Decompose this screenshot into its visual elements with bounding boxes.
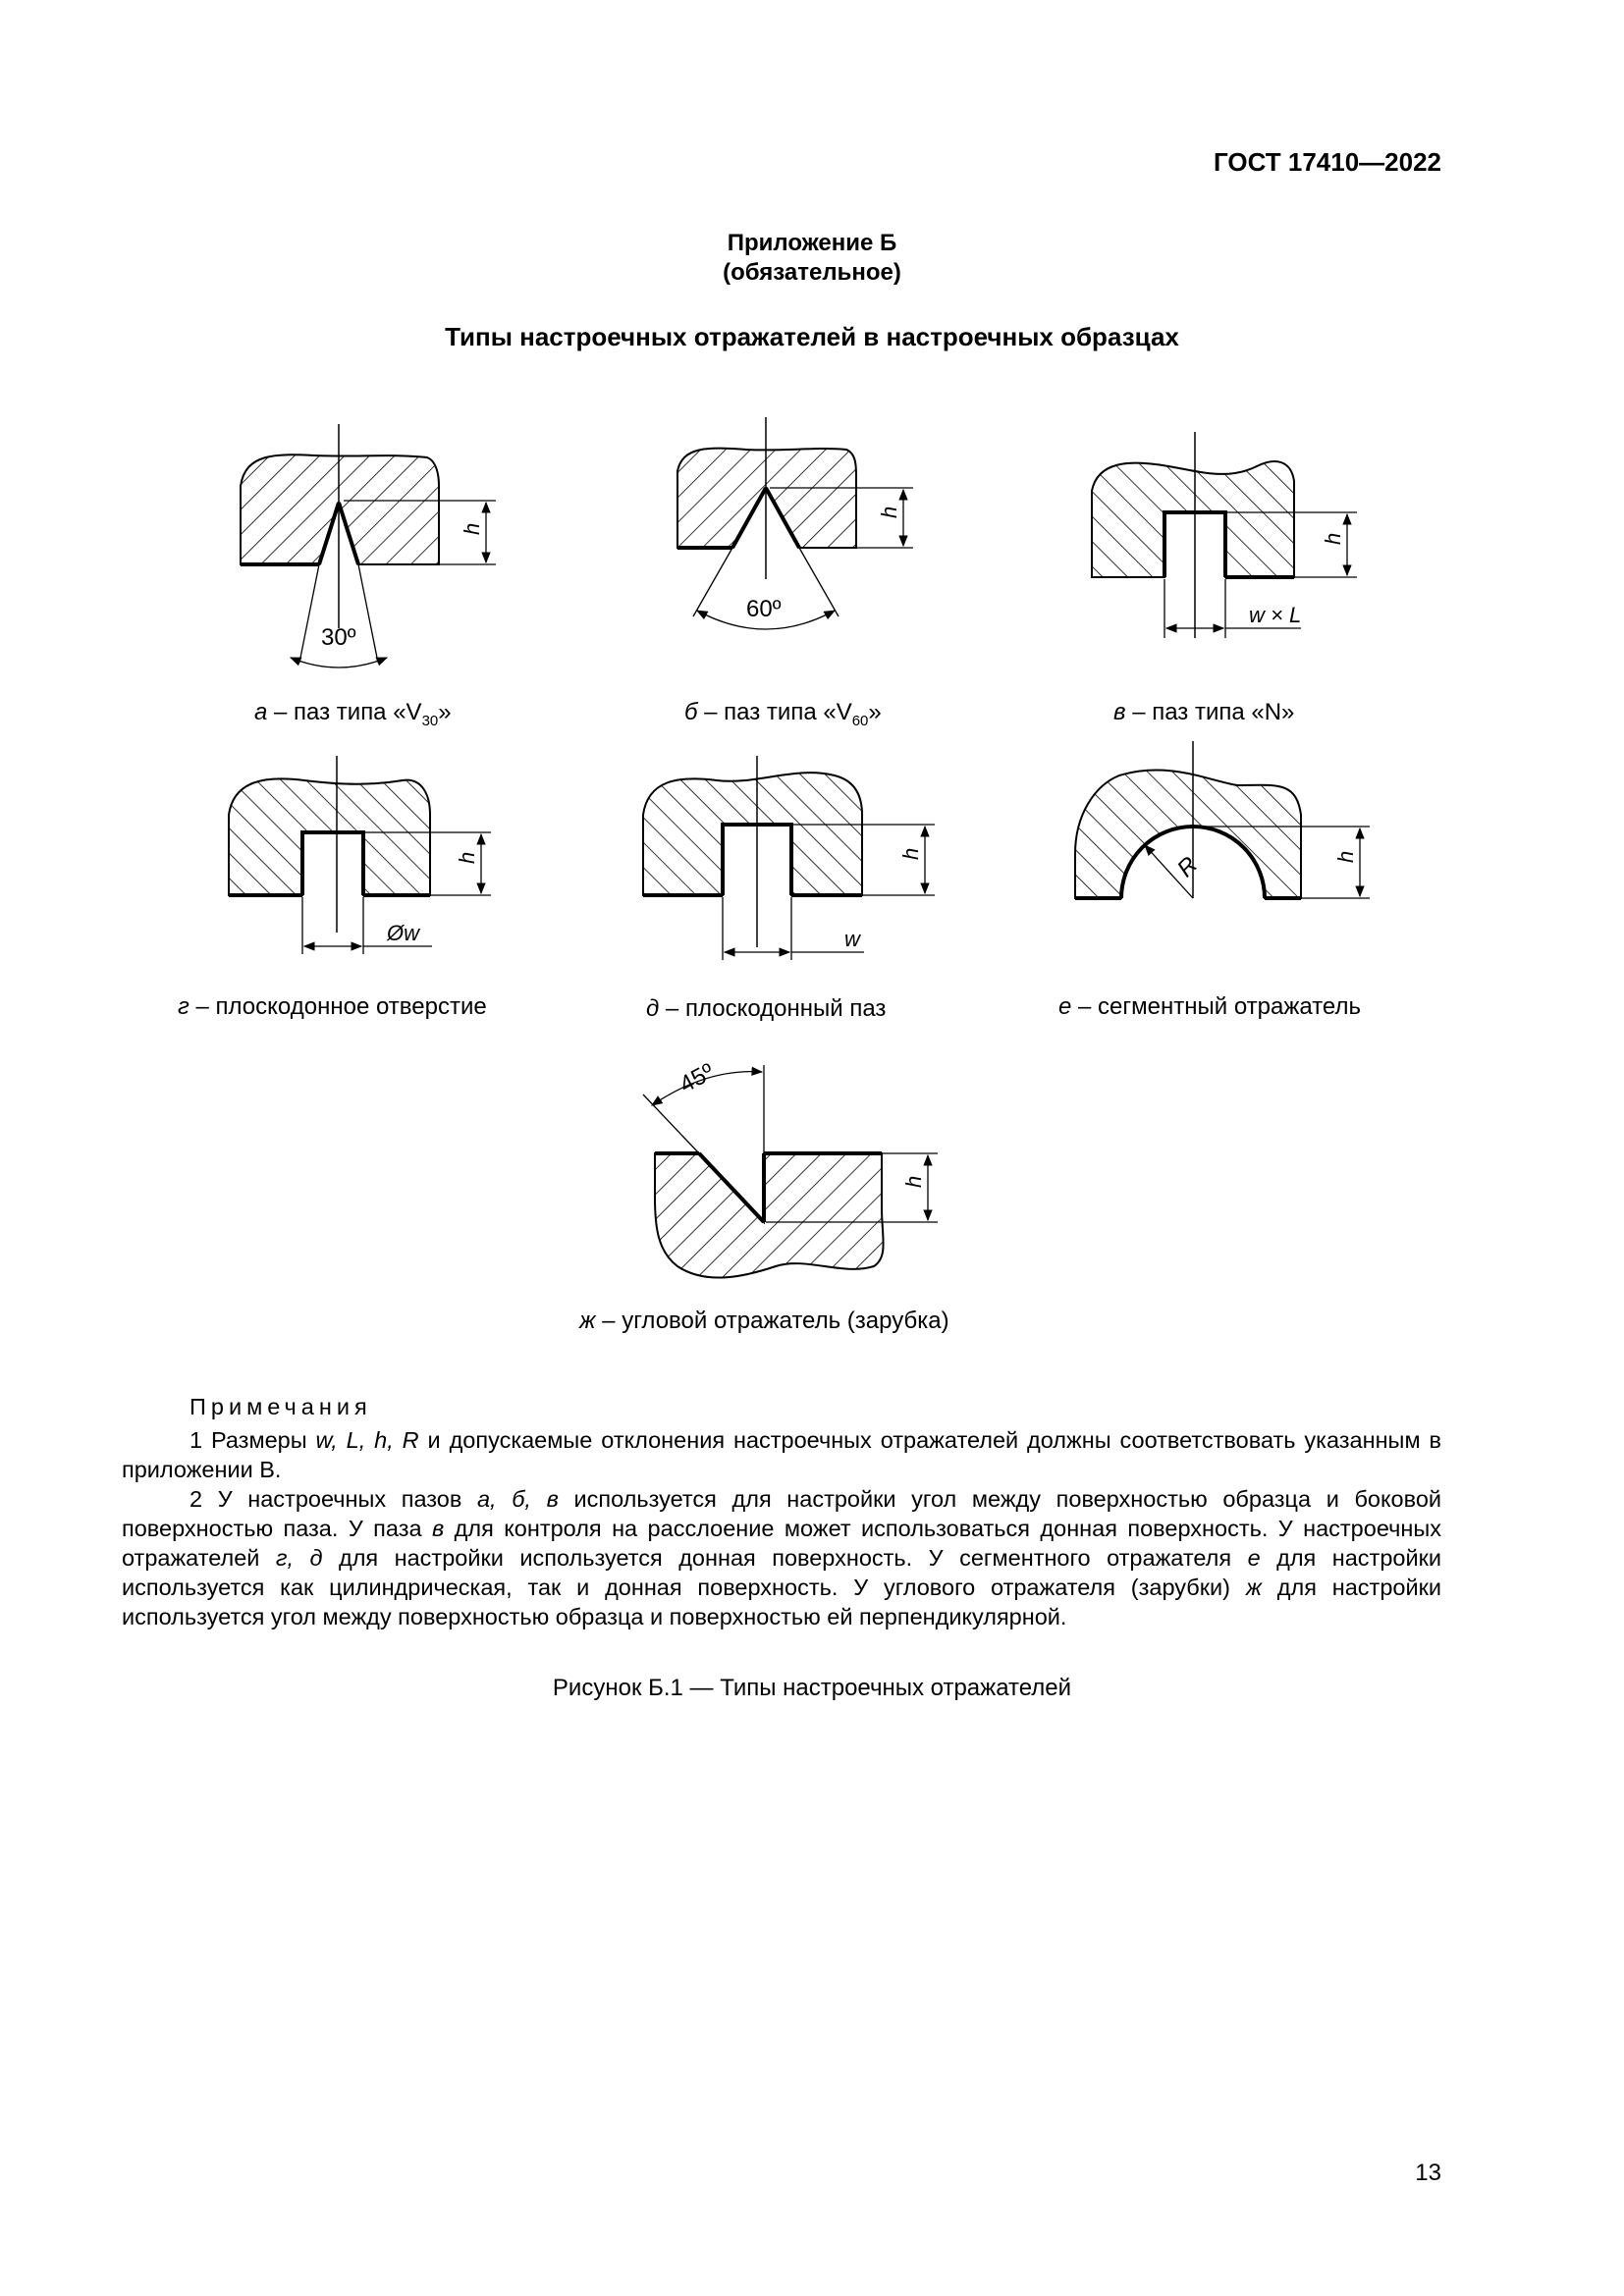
caption-zh: ж – угловой отражатель (зарубка) bbox=[579, 1308, 949, 1334]
caption-g: г – плоскодонное отверстие bbox=[178, 993, 487, 1020]
fig-zh-angle-label: 45º bbox=[675, 1058, 719, 1098]
caption-e: е – сегментный отражатель bbox=[1058, 993, 1361, 1020]
figure-e-segment-reflector bbox=[1075, 741, 1370, 898]
fig-e-radius-label: R bbox=[1171, 851, 1204, 882]
fig-d-width-label: w bbox=[844, 927, 860, 951]
figure-a-v30-groove bbox=[241, 424, 496, 667]
caption-v: в – паз типа «N» bbox=[1113, 699, 1295, 725]
fig-v-width-label: w × L bbox=[1249, 603, 1302, 627]
note-1: 1 Размеры w, L, h, R и допускаемые отклонения настроечных отражателей должны соответствовать указанным в приложении В. bbox=[122, 1427, 1441, 1482]
fig-v-h-label: h bbox=[1321, 532, 1345, 545]
caption-a: а – паз типа «$V_{30}$» bbox=[254, 699, 452, 729]
notes-heading: Примечания bbox=[189, 1394, 372, 1419]
caption-d: д – плоскодонный паз bbox=[646, 995, 887, 1022]
caption-b: б – паз типа «$V_{60}$» bbox=[684, 699, 882, 729]
fig-d-h-label: h bbox=[898, 847, 923, 860]
fig-b-h-label: h bbox=[877, 506, 901, 518]
fig-g-h-label: h bbox=[455, 851, 479, 864]
annex-status: (обязательное) bbox=[723, 259, 901, 286]
figure-d-flat-bottom-slot bbox=[643, 756, 935, 960]
page-number: 13 bbox=[1415, 2160, 1441, 2186]
fig-zh-h-label: h bbox=[901, 1175, 926, 1188]
figure-g-flat-bottom-hole bbox=[229, 756, 491, 954]
fig-b-angle-label: 60º bbox=[746, 596, 782, 622]
notes-body bbox=[122, 1425, 1441, 1631]
fig-a-h-label: h bbox=[460, 522, 484, 535]
figure-b-v60-groove bbox=[677, 417, 913, 629]
standard-number: ГОСТ 17410—2022 bbox=[1214, 147, 1441, 177]
annex-title: Приложение Б bbox=[727, 230, 897, 256]
figure-v-n-groove bbox=[1092, 432, 1357, 638]
fig-a-angle-label: 30º bbox=[321, 624, 356, 651]
fig-e-h-label: h bbox=[1333, 850, 1358, 863]
figure-zh-corner-reflector bbox=[643, 1058, 938, 1277]
note-2: 2 У настроечных пазов а, б, в используется для настройки угол между поверхностью образца и боковой поверхностью паза. У паза в для контроля на расслоение может использоваться донная поверхность. У настроечных отражателей г, д для настройки используется донная поверхность. У сегментного отражателя е для настройки используется как цилиндрическая, так и донная поверхность. У углового отражателя (зарубки) ж для настройки используется угол между поверхностью образца и поверхностью ей перпендикулярной. bbox=[122, 1486, 1442, 1629]
annex-heading: Типы настроечных отражателей в настроечных образцах bbox=[445, 322, 1179, 351]
figure-caption: Рисунок Б.1 — Типы настроечных отражателей bbox=[552, 1675, 1072, 1701]
fig-g-width-label: Øw bbox=[387, 921, 419, 945]
